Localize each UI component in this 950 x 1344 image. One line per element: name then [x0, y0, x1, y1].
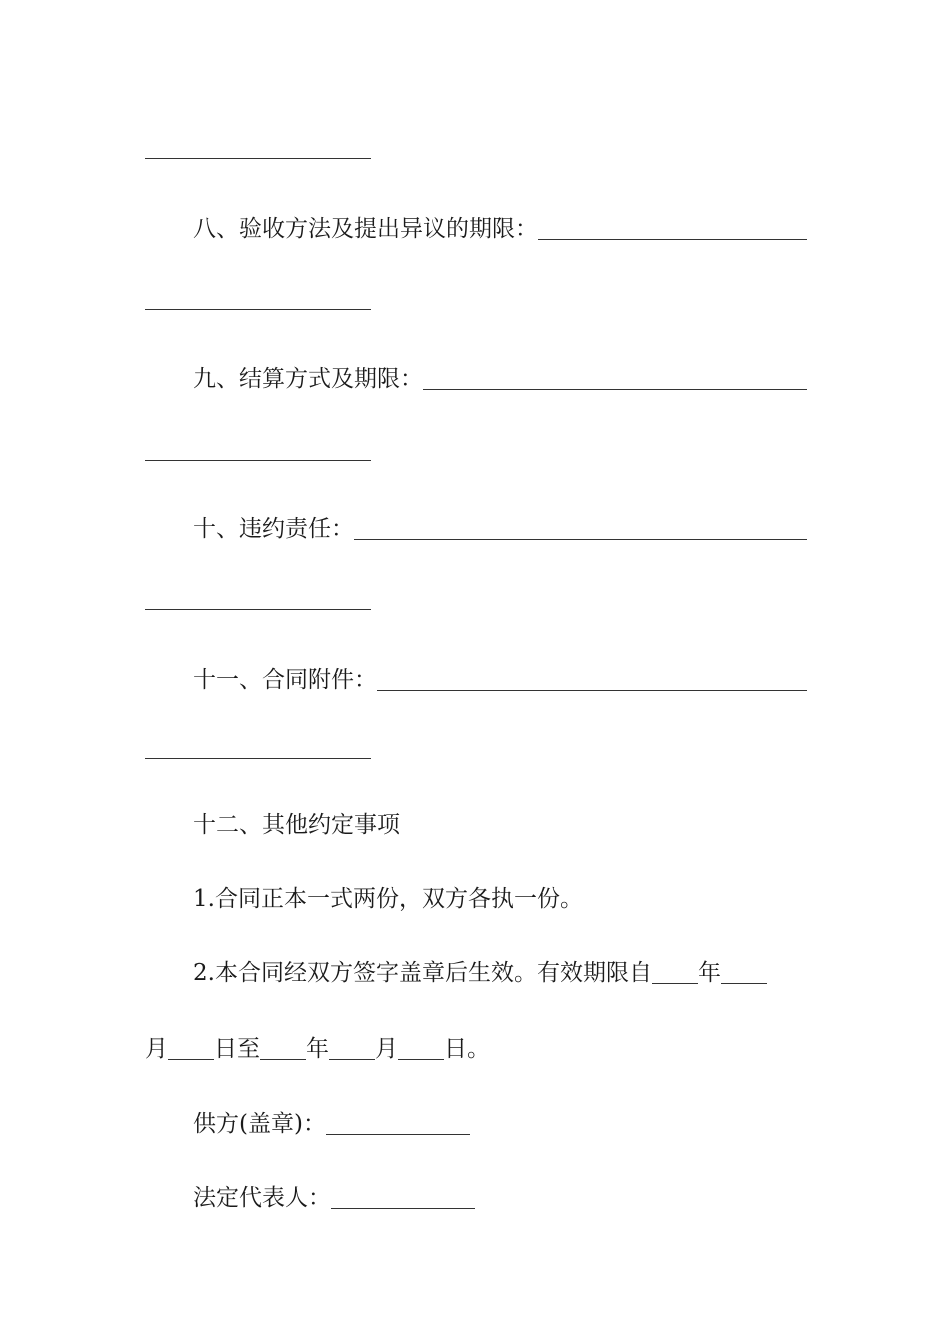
start-day-blank[interactable]: [168, 1058, 214, 1060]
item-9-row: [145, 362, 807, 396]
legal-rep-blank[interactable]: [331, 1207, 475, 1209]
legal-rep-row: [145, 1181, 807, 1215]
item-11-label: 十一、合同附件：: [193, 667, 377, 693]
item-10-label: 十、违约责任：: [193, 516, 354, 542]
end-day-unit: 日。: [444, 1036, 490, 1062]
item-10-blank[interactable]: [354, 538, 807, 540]
start-month-blank[interactable]: [721, 982, 767, 984]
item-9-blank[interactable]: [423, 388, 807, 390]
end-year-unit: 年: [306, 1036, 329, 1062]
start-month-unit: 月: [145, 1036, 168, 1062]
end-month-blank[interactable]: [329, 1058, 375, 1060]
item-10-continuation-rule: [145, 609, 371, 610]
continuation-rule: [145, 158, 371, 159]
item-11-row: [145, 663, 807, 697]
start-day-unit: 日至: [214, 1036, 260, 1062]
start-year-blank[interactable]: [652, 982, 698, 984]
item-10-row: [145, 512, 807, 546]
end-day-blank[interactable]: [398, 1058, 444, 1060]
clause-2-continuation-row: [145, 1032, 807, 1066]
end-month-unit: 月: [375, 1036, 398, 1062]
item-8-blank[interactable]: [538, 238, 807, 240]
supplier-seal-row: [145, 1107, 807, 1141]
item-8-label: 八、验收方法及提出异议的期限：: [193, 216, 538, 242]
item-11-blank[interactable]: [377, 689, 807, 691]
item-8-row: [145, 212, 807, 246]
item-11-continuation-rule: [145, 758, 371, 759]
clause-1-row: [145, 882, 807, 916]
clause-2-text: 2.本合同经双方签字盖章后生效。有效期限自: [193, 960, 652, 986]
clause-2-row: [145, 956, 807, 990]
supplier-seal-blank[interactable]: [326, 1133, 470, 1135]
clause-1-text: 1.合同正本一式两份，双方各执一份。: [193, 886, 583, 912]
start-year-unit: 年: [697, 960, 721, 986]
supplier-seal-label: 供方(盖章)：: [193, 1111, 326, 1137]
item-12-row: [145, 808, 807, 842]
item-9-label: 九、结算方式及期限：: [193, 366, 423, 392]
item-12-heading: 十二、其他约定事项: [193, 812, 400, 838]
item-9-continuation-rule: [145, 460, 371, 461]
legal-rep-label: 法定代表人：: [193, 1185, 331, 1211]
item-8-continuation-rule: [145, 309, 371, 310]
end-year-blank[interactable]: [260, 1058, 306, 1060]
